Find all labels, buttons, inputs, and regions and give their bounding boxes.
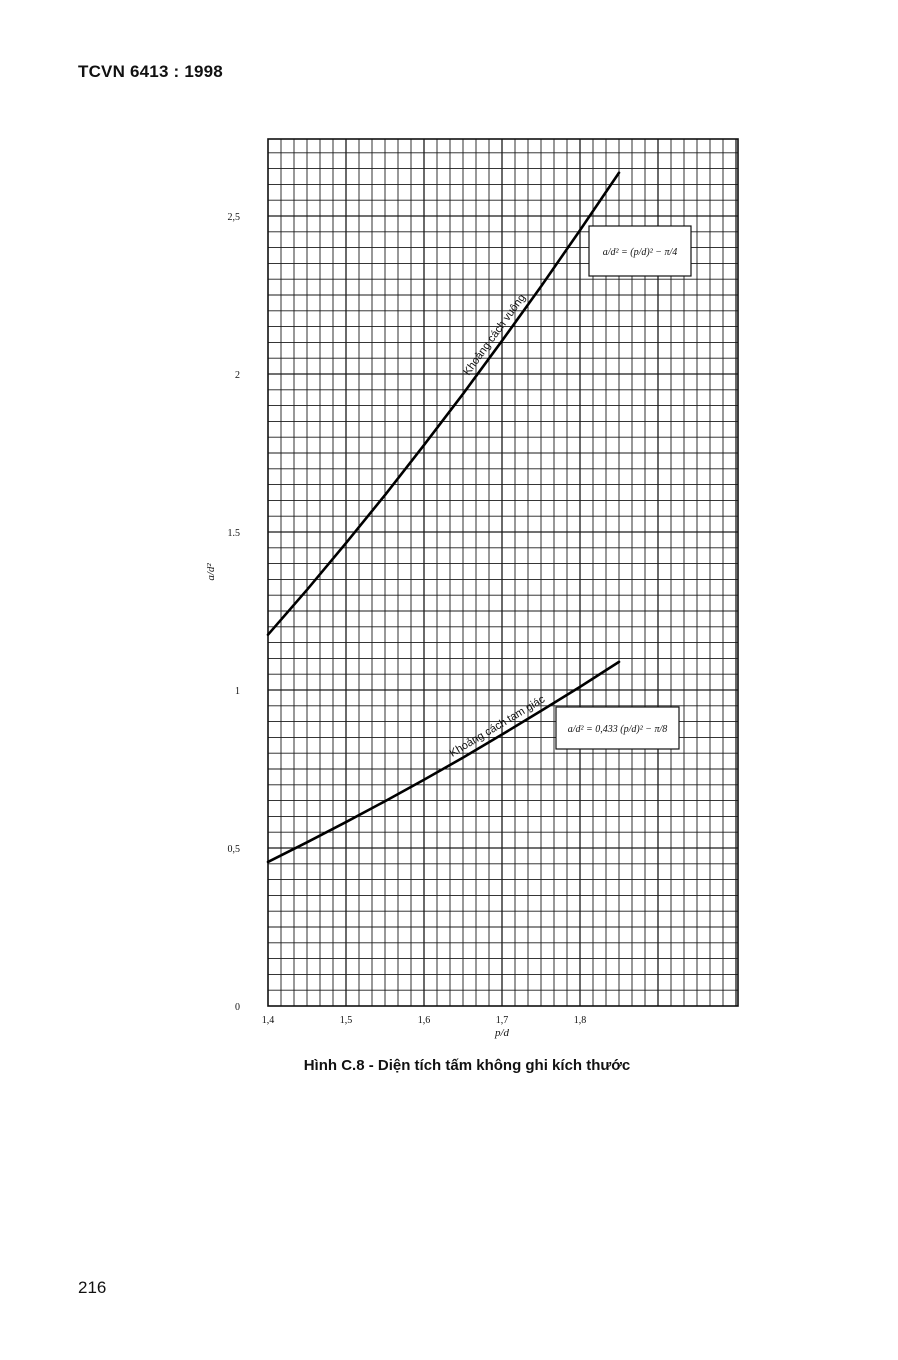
y-axis-ticks: [228, 212, 241, 1013]
figure-caption: Hình C.8 - Diện tích tấm không ghi kích thước: [303, 1057, 631, 1074]
y-tick-label: 1: [235, 686, 240, 697]
page-number: 216: [78, 1278, 107, 1297]
formula-triangular-text: a/d² = 0,433 (p/d)² − π/8: [567, 724, 668, 735]
y-axis-title: a/d²: [205, 563, 217, 581]
y-tick-label: 1.5: [227, 528, 240, 539]
y-tick-label: 0,5: [227, 844, 240, 855]
x-tick-label: 1,8: [573, 1015, 587, 1026]
curve-label-triangular: Khoảng cách tam giác: [447, 693, 548, 760]
x-tick-label: 1,6: [417, 1015, 431, 1026]
x-axis-title: p/d: [494, 1027, 510, 1039]
x-tick-label: 1,4: [261, 1015, 275, 1026]
x-tick-label: 1,5: [339, 1015, 353, 1026]
curve-label-square: Khoảng cách vuông: [461, 292, 529, 378]
formula-square-text: a/d² = (p/d)² − π/4: [602, 247, 678, 258]
series-line-square: [268, 173, 619, 635]
x-tick-label: 1,7: [495, 1015, 509, 1026]
y-tick-label: 0: [235, 1002, 240, 1013]
y-tick-label: 2: [235, 370, 240, 381]
y-tick-label: 2,5: [227, 212, 240, 223]
x-axis-ticks: [262, 1015, 587, 1026]
document-header: TCVN 6413 : 1998: [78, 62, 223, 81]
series-layer: [268, 173, 619, 862]
